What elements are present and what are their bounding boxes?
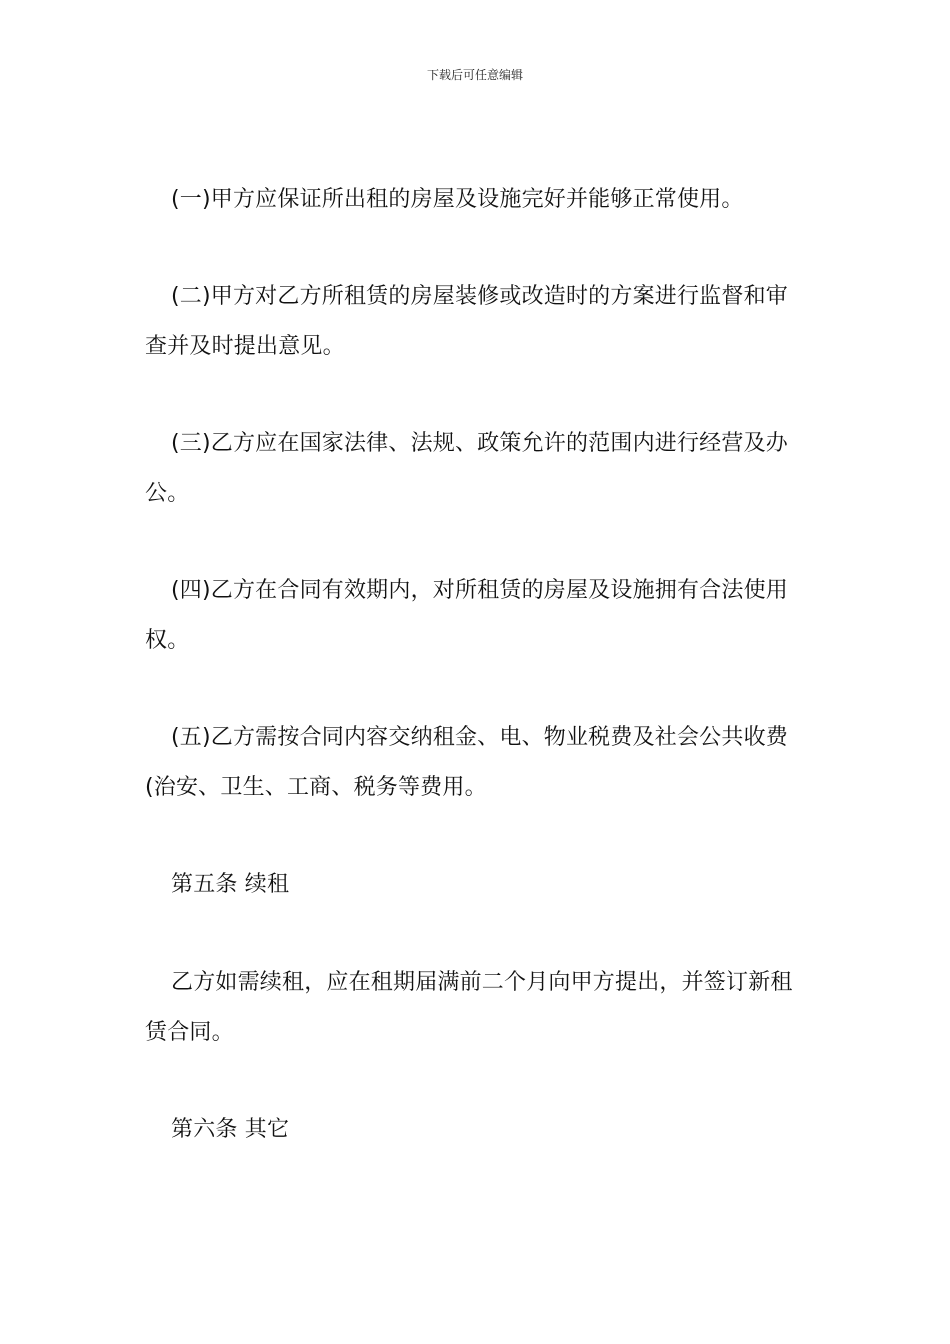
- clause-5: (五)乙方需按合同内容交纳租金、电、物业税费及社会公共收费(治安、卫生、工商、税务等费用。: [145, 725, 788, 800]
- article-6-heading: 第六条 其它: [171, 1117, 290, 1142]
- renewal-paragraph: 乙方如需续租，应在租期届满前二个月向甲方提出，并签订新租赁合同。: [145, 970, 793, 1045]
- article-5-heading: 第五条 续租: [171, 872, 290, 897]
- page-header: 下载后可任意编辑: [426, 68, 523, 82]
- clause-1: (一)甲方应保证所出租的房屋及设施完好并能够正常使用。: [171, 187, 744, 212]
- clause-4: (四)乙方在合同有效期内，对所租赁的房屋及设施拥有合法使用权。: [145, 578, 788, 653]
- document-body: [145, 175, 810, 1203]
- clause-3: (三)乙方应在国家法律、法规、政策允许的范围内进行经营及办公。: [145, 431, 788, 506]
- clause-2: (二)甲方对乙方所租赁的房屋装修或改造时的方案进行监督和审查并及时提出意见。: [145, 284, 788, 359]
